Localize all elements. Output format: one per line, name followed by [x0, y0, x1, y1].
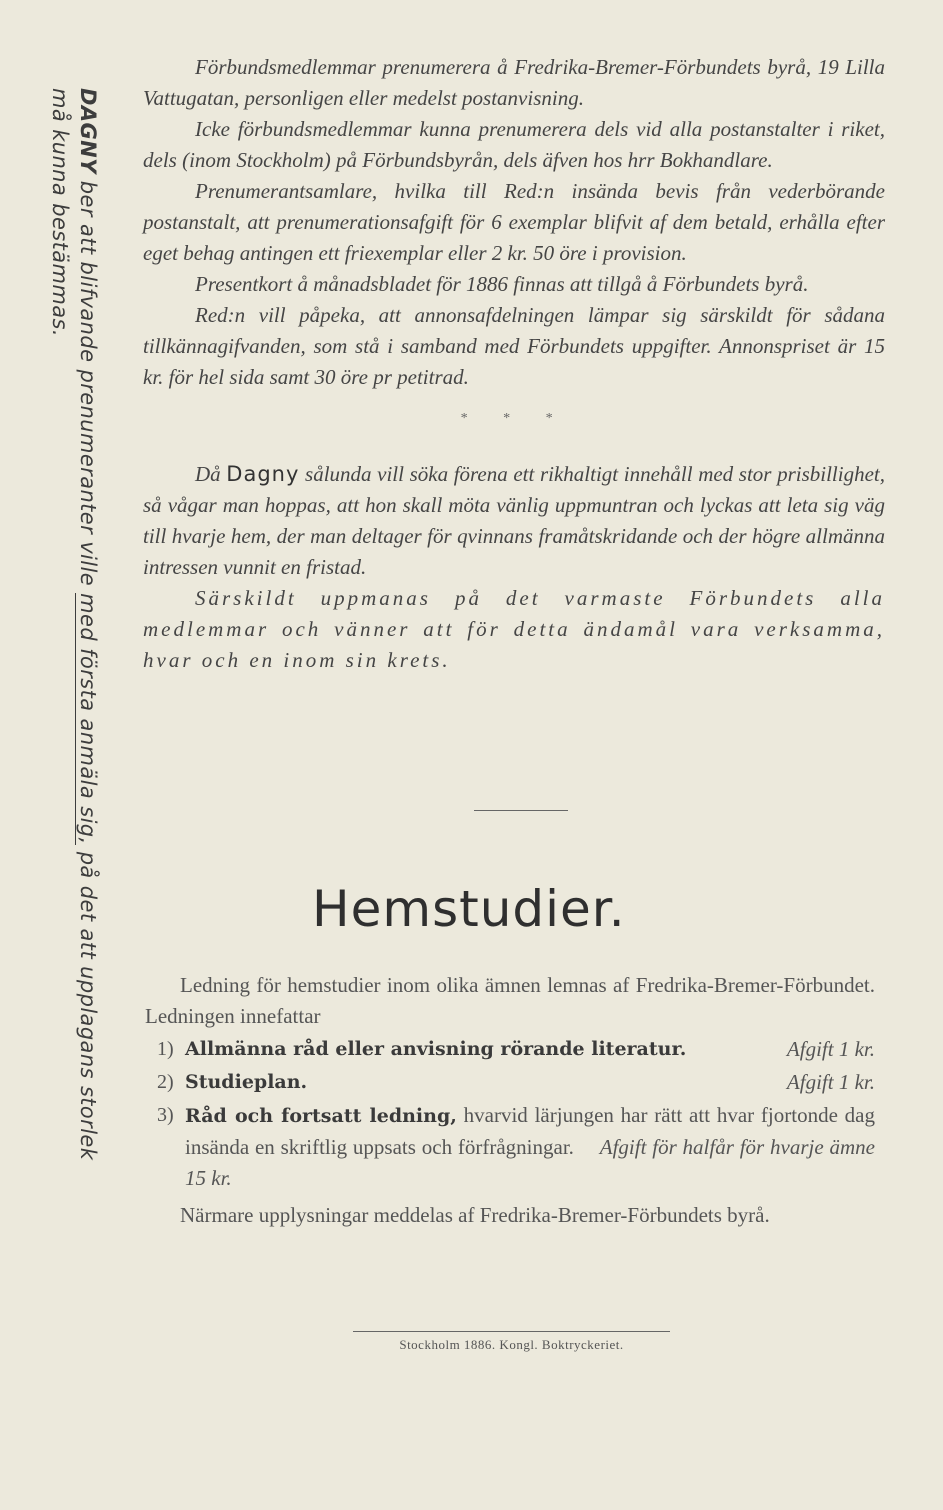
hemstudier-more-info: Närmare upplysningar meddelas af Fredrika-Bremer-Förbundets byrå. — [180, 1203, 770, 1227]
appeal-text: sålunda vill söka förena ett rikhaltigt innehåll med stor prisbillighet, så vågar man hoppas, att hon skall möta vänlig uppmuntran och lyckas att leta sig väg till hvarje hem, der man deltager för qvinnans framåtskridande och der högre allmänna intressen vunnit en fristad. — [143, 462, 886, 579]
item-fee: Afgift 1 kr. — [786, 1037, 875, 1061]
item-fee: Afgift för halfår för hvarje ämne 15 kr. — [185, 1135, 876, 1190]
appeal-lead: Då — [195, 462, 221, 486]
printer-imprint: Stockholm 1886. Kongl. Boktryckeriet. — [399, 1337, 624, 1352]
subscription-info — [143, 52, 885, 676]
item-label: Allmänna råd eller anvisning rörande literatur. — [185, 1038, 687, 1060]
list-item — [145, 1067, 875, 1098]
sidebar-line-1 — [74, 88, 102, 1313]
paragraph-non-members: Icke förbundsmedlemmar kunna prenumerera dels vid alla postanstalter i riket, dels (inom Stockholm) på Förbundsbyrån, dels äfven hos hrr Bokhandlare. — [143, 117, 885, 172]
hemstudier-intro: Ledning för hemstudier inom olika ämnen lemnas af Fredrika-Bremer-Förbundet. Ledningen innefattar — [145, 973, 875, 1028]
paragraph-ads: Red:n vill påpeka, att annonsafdelningen lämpar sig särskildt för sådana tillkännagifvanden, som stå i samband med Förbundets uppgifter. Annonspriset är 15 kr. för hel sida samt 30 öre pr petitrad. — [143, 303, 885, 389]
sidebar-text-b: med första anmäla sig, — [76, 593, 100, 845]
item-number: 1) — [157, 1038, 174, 1060]
sidebar-notice — [42, 88, 102, 1313]
item-label: Studieplan. — [185, 1071, 308, 1093]
item-fee: Afgift 1 kr. — [786, 1070, 875, 1094]
magazine-name: Dagny — [226, 462, 300, 486]
paragraph-collectors: Prenumerantsamlare, hvilka till Red:n insända bevis från vederbörande postanstalt, att prenumerationsafgift för 6 exemplar blifvit af dem betald, erhålla efter eget behag antingen ett friexemplar eller 2 kr. 50 öre i provision. — [143, 179, 885, 265]
paragraph-members: Förbundsmedlemmar prenumerera å Fredrika-Bremer-Förbundets byrå, 19 Lilla Vattugatan, personligen eller medelst postanvisning. — [143, 55, 885, 110]
item-description: hvarvid lärjungen har rätt att hvar fjortonde dag insända en skriftlig uppsats och förfrågningar. — [185, 1103, 875, 1159]
paragraph-exhortation: Särskildt uppmanas på det varmaste Förbundets alla medlemmar och vänner att för detta ändamål vara verksamma, hvar och en inom sin krets. — [143, 586, 885, 672]
hemstudier-section — [145, 970, 875, 1231]
sidebar-text-a: ber att blifvande prenumeranter ville — [76, 180, 100, 587]
list-item — [145, 1034, 875, 1065]
list-item — [145, 1100, 875, 1194]
sidebar-line-2: må kunna bestämmas. — [48, 88, 72, 337]
sidebar-text-c: på det att upplagans storlek — [76, 851, 100, 1161]
item-label: Råd och fortsatt ledning, — [185, 1105, 457, 1127]
divider-short — [474, 810, 568, 811]
sidebar-name: DAGNY — [76, 88, 100, 174]
paragraph-appeal — [143, 459, 885, 583]
separator-asterisks: * * * — [460, 411, 568, 426]
section-title: Hemstudier. — [312, 880, 626, 938]
paragraph-gift-cards: Presentkort å månadsbladet för 1886 finnas att tillgå å Förbundets byrå. — [195, 272, 809, 296]
item-number: 3) — [157, 1104, 174, 1126]
item-number: 2) — [157, 1071, 174, 1093]
divider-imprint — [353, 1331, 670, 1332]
